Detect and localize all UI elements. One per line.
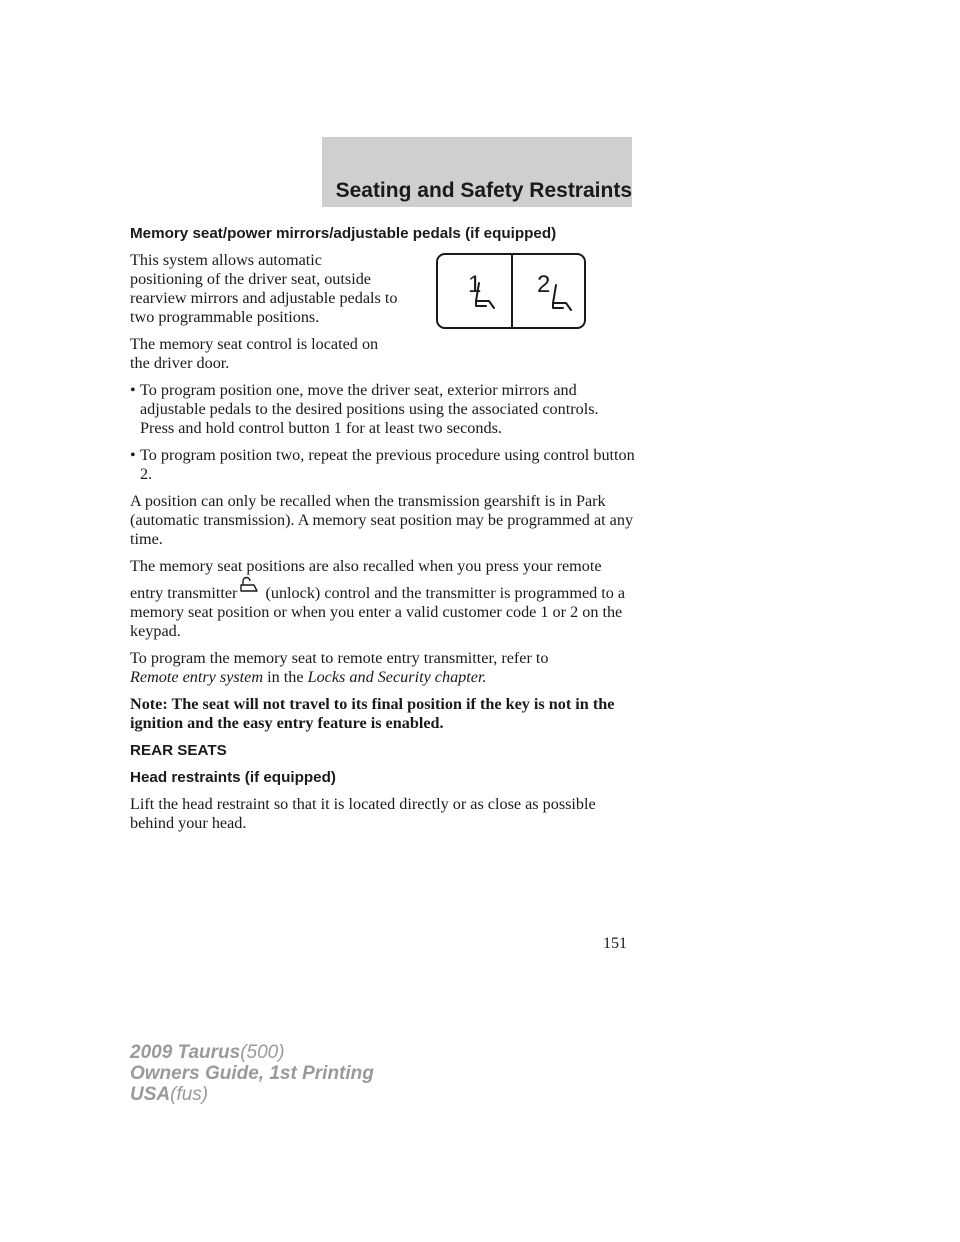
bullet-text: To program position one, move the driver seat, exterior mirrors and adjustable pedals to the desired positions using the associated controls. Press and hold control button 1 for at least two seconds.: [140, 381, 599, 437]
remote-recall-paragraph: [130, 557, 635, 641]
section-title: Seating and Safety Restraints: [335, 179, 632, 202]
recall-park-paragraph: A position can only be recalled when the transmission gearshift is in Park (automatic transmission). A memory seat position may be programmed at any time.: [130, 492, 634, 548]
page-number: 151: [603, 935, 627, 952]
memory-button-2-label: 2: [537, 271, 551, 298]
rear-seats-heading: REAR SEATS: [130, 742, 227, 759]
bullet-item: [130, 446, 635, 484]
program-remote-paragraph: [130, 649, 635, 687]
remote-recall-text-before: The memory seat positions are also recalled when you press your remote entry transmitter: [130, 557, 602, 602]
in-the-text: in the: [267, 668, 304, 686]
remote-recall-text-after: (unlock) control and the transmitter is programmed to a memory seat position or when you enter a valid customer code 1 or 2 on the keypad.: [130, 584, 626, 640]
footer-guide: Owners Guide, 1st Printing: [130, 1063, 374, 1084]
unlock-icon: [239, 576, 259, 592]
footer-market: USA: [130, 1084, 171, 1105]
bullet-text: To program position two, repeat the previous procedure using control button 2.: [140, 446, 635, 483]
footer-line-market: [130, 1084, 374, 1105]
head-restraints-heading: Head restraints (if equipped): [130, 769, 336, 786]
chapter-reference: Locks and Security chapter.: [307, 668, 487, 686]
bullet-dot: •: [130, 381, 136, 399]
footer-market-code: (fus): [170, 1084, 209, 1105]
location-paragraph: The memory seat control is located on the driver door.: [130, 335, 379, 372]
bullet-item: [130, 381, 635, 438]
footer-model: 2009 Taurus: [130, 1042, 241, 1063]
program-remote-text: To program the memory seat to remote entry transmitter, refer to: [130, 649, 549, 667]
main-content: [130, 224, 635, 841]
footer: [130, 1042, 374, 1105]
bullet-dot: •: [130, 446, 136, 464]
memory-button-1-label: 1: [468, 271, 482, 298]
intro-paragraph: This system allows automatic positioning of the driver seat, outside rearview mirrors and adjustable pedals to two programmable positions.: [130, 251, 398, 326]
footer-line-model: [130, 1042, 374, 1063]
footer-model-code: (500): [240, 1042, 285, 1063]
head-restraints-paragraph: Lift the head restraint so that it is located directly or as close as possible behind your head.: [130, 795, 596, 832]
note-paragraph: Note: The seat will not travel to its final position if the key is not in the ignition and the easy entry feature is enabled.: [130, 695, 615, 732]
remote-entry-reference: Remote entry system: [130, 668, 264, 686]
memory-seat-heading: Memory seat/power mirrors/adjustable pedals (if equipped): [130, 225, 557, 242]
